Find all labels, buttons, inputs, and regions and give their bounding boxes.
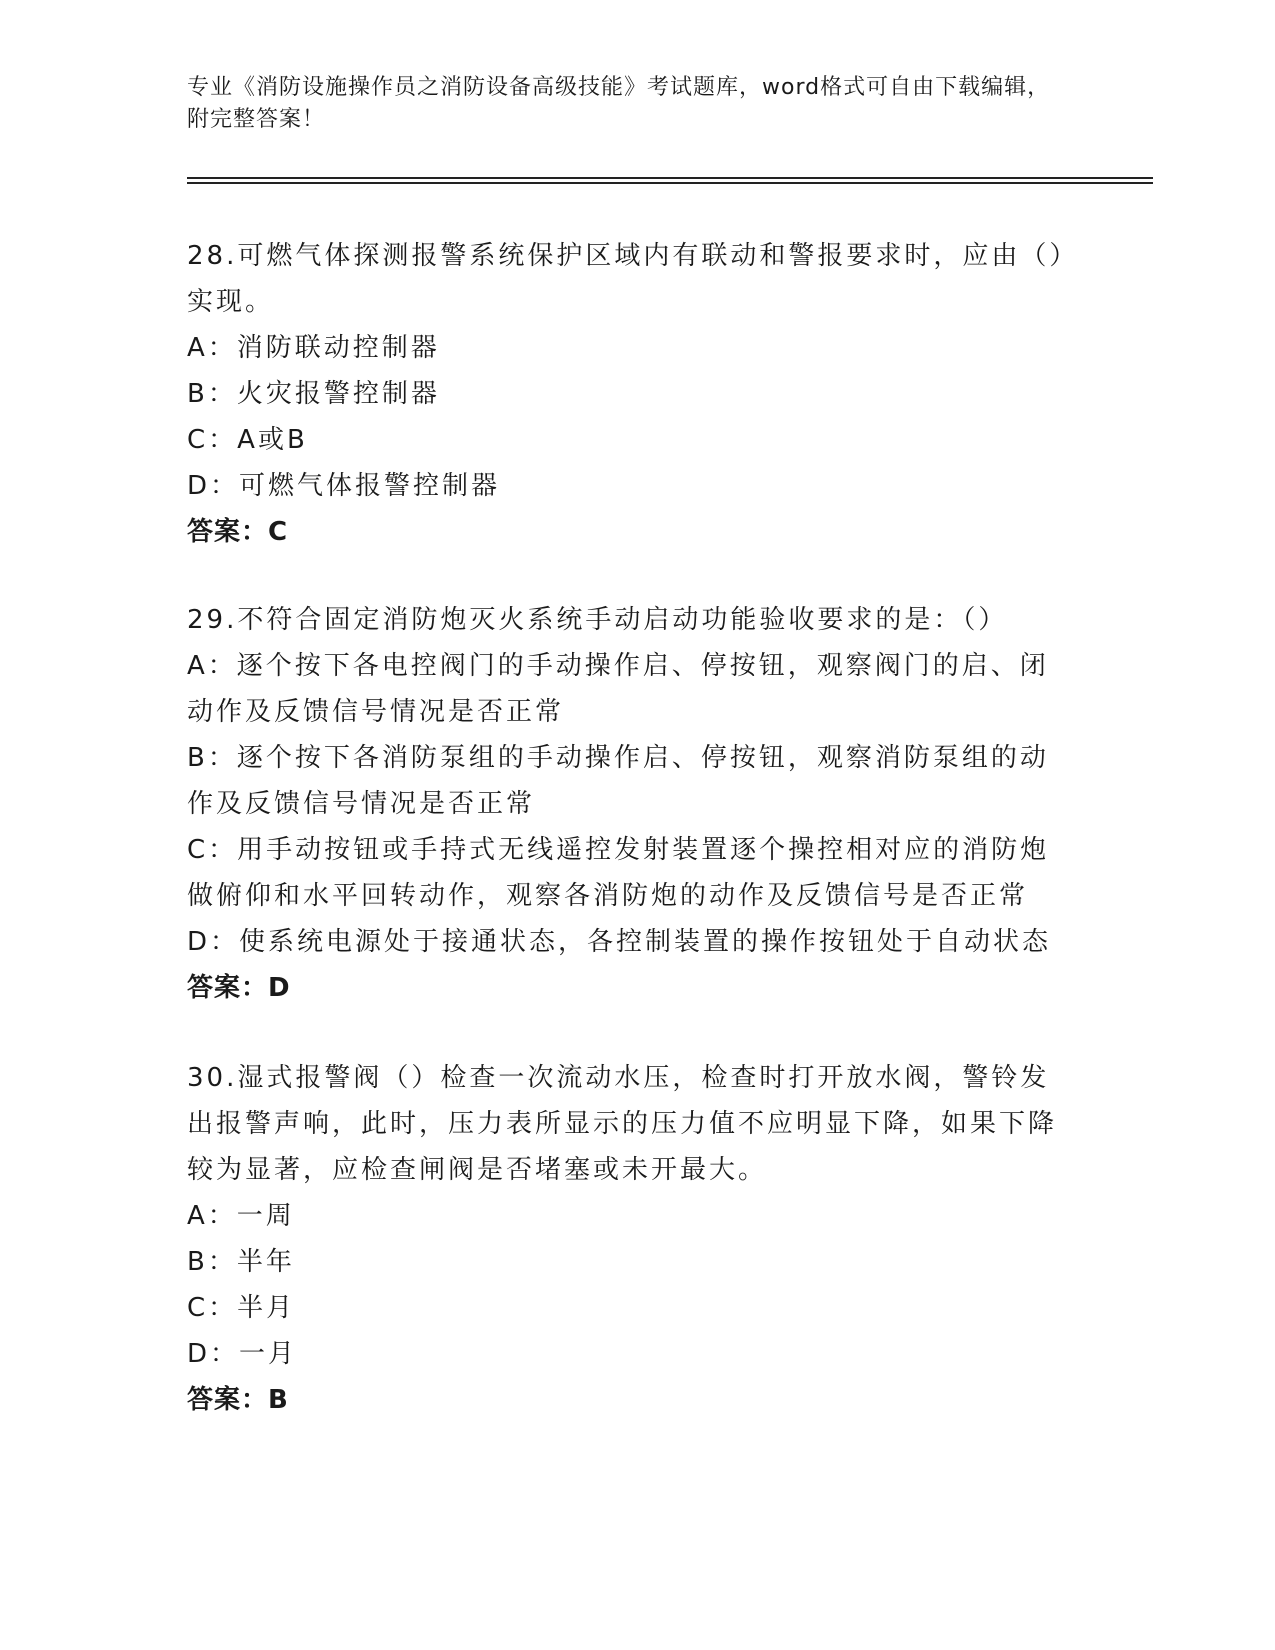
question-stem: 29.不符合固定消防炮灭火系统手动启动功能验收要求的是：（） <box>187 605 1008 635</box>
question-stem: 30.湿式报警阀（）检查一次流动水压，检查时打开放水阀，警铃发出报警声响，此时，压力表所显示的压力值不应明显下降，如果下降较为显著，应检查闸阀是否堵塞或未开最大。 <box>187 1063 1058 1185</box>
option-d: D：可燃气体报警控制器 <box>187 471 501 501</box>
option-b: B：半年 <box>187 1247 295 1277</box>
option-c: C：半月 <box>187 1293 296 1323</box>
question-28 <box>187 233 1077 555</box>
option-c: C：A或B <box>187 425 308 455</box>
question-stem: 28.可燃气体探测报警系统保护区域内有联动和警报要求时，应由（）实现。 <box>187 241 1066 317</box>
option-b: B：逐个按下各消防泵组的手动操作启、停按钮，观察消防泵组的动作及反馈信号情况是否正常 <box>187 743 1049 819</box>
header-divider-line <box>187 177 1153 179</box>
option-c: C：用手动按钮或手持式无线遥控发射装置逐个操控相对应的消防炮做俯仰和水平回转动作，观察各消防炮的动作及反馈信号是否正常 <box>187 835 1050 911</box>
answer-label: 答案：B <box>187 1385 289 1415</box>
question-30 <box>187 1055 1077 1423</box>
question-29 <box>187 597 1077 1011</box>
option-d: D：使系统电源处于接通状态，各控制装置的操作按钮处于自动状态 <box>187 927 1052 957</box>
answer-label: 答案：D <box>187 973 291 1003</box>
document-header: 专业《消防设施操作员之消防设备高级技能》考试题库，word格式可自由下载编辑，附完整答案！ <box>187 75 1051 132</box>
option-d: D：一月 <box>187 1339 298 1369</box>
header-divider-line <box>187 182 1153 184</box>
option-a: A：逐个按下各电控阀门的手动操作启、停按钮，观察阀门的启、闭动作及反馈信号情况是否正常 <box>187 651 1049 727</box>
option-b: B：火灾报警控制器 <box>187 379 440 409</box>
answer-label: 答案：C <box>187 517 289 547</box>
option-a: A：消防联动控制器 <box>187 333 440 363</box>
option-a: A：一周 <box>187 1201 295 1231</box>
